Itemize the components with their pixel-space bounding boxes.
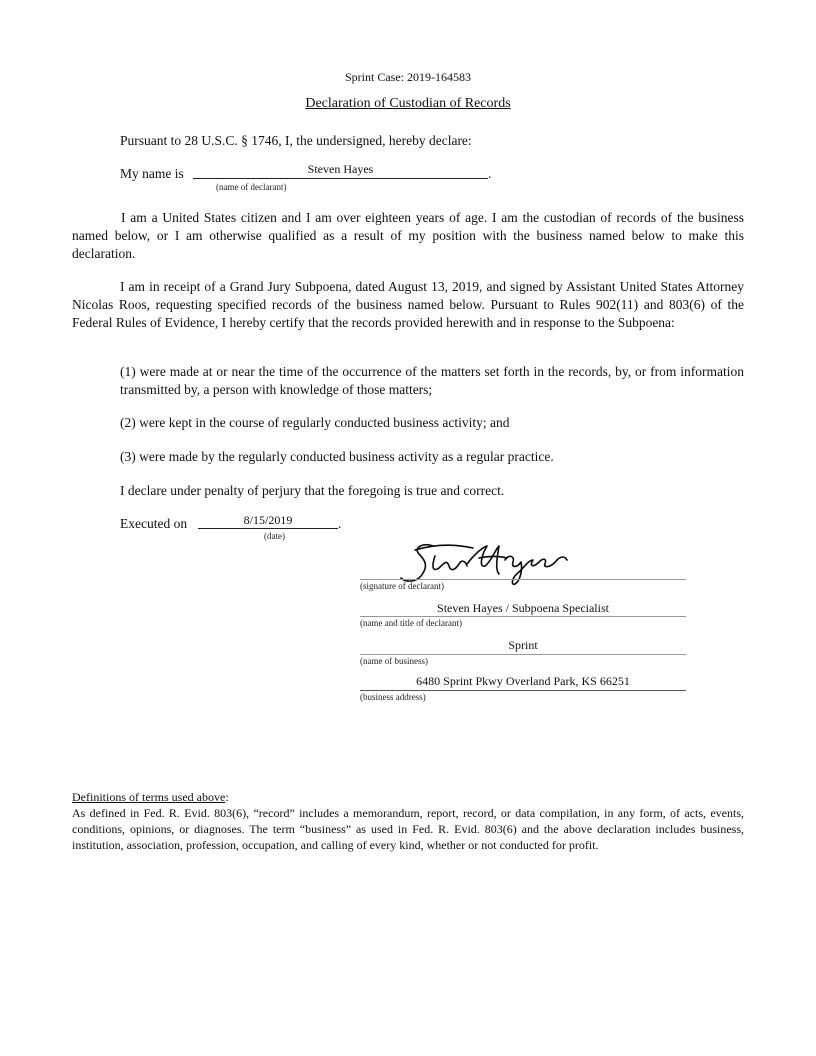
business-address-value: 6480 Sprint Pkwy Overland Park, KS 66251	[416, 674, 630, 688]
signature-stroke	[505, 556, 567, 584]
signature-stroke	[433, 556, 467, 570]
item-1: (1) were made at or near the time of the occurrence of the matters set forth in the records, by, or from information transmitted by, a person with knowledge of those matters;	[120, 364, 744, 397]
signature-caption: (signature of declarant)	[360, 581, 444, 591]
name-title-line	[360, 615, 686, 617]
paragraph-citizenship: I am a United States citizen and I am over eighteen years of age. I am the custodian of records of the business named below, or I am otherwise qualified as a result of my position with the business named below to make this declaration.	[72, 210, 744, 261]
paragraph-subpoena: I am in receipt of a Grand Jury Subpoena, dated August 13, 2019, and signed by Assistant United States Attorney Nicolas Roos, requesting specified records of the business named below. Pursuant to Rules 902(11) and 803(6) of the Federal Rules of Evidence, I hereby certify that the records provided herewith and in response to the Subpoena:	[72, 279, 744, 330]
business-address-caption: (business address)	[360, 692, 426, 702]
definitions-text: As defined in Fed. R. Evid. 803(6), “record” includes a memorandum, report, record, or data compilation, in any form, of acts, events, conditions, opinions, or diagnoses. The term “business” as used in Fed. R. Evid. 803(6) and the above declaration includes business, institution, association, profession, occupation, and calling of every kind, whether or not conducted for profit.	[72, 806, 744, 852]
declarant-name-value: Steven Hayes	[307, 162, 374, 176]
business-address-line	[360, 689, 686, 691]
definitions-heading-text: Definitions of terms used above	[72, 790, 226, 804]
business-name-caption: (name of business)	[360, 656, 428, 666]
definitions-heading-suffix: :	[225, 790, 229, 804]
intro-statement: Pursuant to 28 U.S.C. § 1746, I, the undersigned, hereby declare:	[120, 133, 472, 148]
document-title-text: Declaration of Custodian of Records	[305, 96, 511, 111]
signature-stroke	[479, 557, 507, 559]
executed-suffix: .	[338, 516, 342, 531]
executed-prefix: Executed on	[120, 516, 188, 531]
executed-date-value: 8/15/2019	[243, 513, 293, 527]
name-title-caption: (name and title of declarant)	[360, 618, 462, 628]
date-caption: (date)	[264, 531, 285, 541]
signature-stroke	[467, 546, 499, 574]
business-name-line	[360, 653, 686, 655]
perjury-statement: I declare under penalty of perjury that the foregoing is true and correct.	[120, 483, 505, 498]
name-prefix: My name is	[120, 166, 184, 181]
case-number: Sprint Case: 2019-164583	[345, 70, 471, 84]
business-name-value: Sprint	[508, 638, 538, 652]
name-caption: (name of declarant)	[216, 182, 287, 192]
item-3: (3) were made by the regularly conducted business activity as a regular practice.	[120, 449, 554, 464]
document-title	[0, 96, 816, 112]
declarant-name-title-value: Steven Hayes / Subpoena Specialist	[437, 601, 609, 615]
item-2: (2) were kept in the course of regularly conducted business activity; and	[120, 415, 510, 430]
name-suffix: .	[488, 166, 492, 181]
signature-stroke	[415, 545, 473, 550]
definitions-heading	[72, 789, 229, 805]
signature-line	[360, 578, 686, 580]
